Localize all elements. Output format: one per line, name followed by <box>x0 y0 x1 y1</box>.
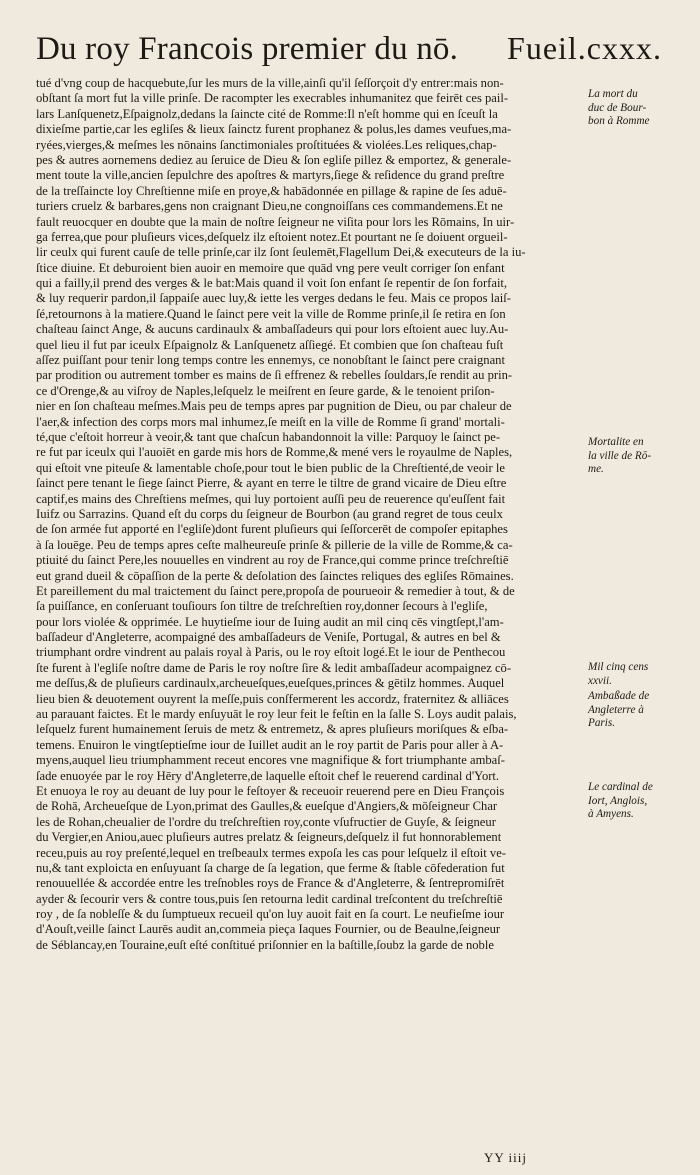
text-line: leſquelz furent humainement ſeruis de metz & entremetz, & apres pluſieurs moriſques & eſba- <box>36 722 509 737</box>
text-line: Et pareillement du mal traictement du ſainct pere,propoſa de pourueoir & remedier à tout, & de <box>36 583 515 598</box>
text-line: fault reuocquer en doubte que la main de noſtre ſeigneur ne viſita pour lors les Rōmains, In uir- <box>36 214 515 229</box>
margin-note-line: Le cardinal de <box>588 781 653 793</box>
text-line: l'aer,& infection des corps mors mal inhumez,ſe meiſt en la ville de Romme ſi grand' mortali- <box>36 414 505 429</box>
text-line: lir ceulx qui furent cauſe de telle prinſe,car ilz ſont ſeulemēt,Flagellum Dei,& executeurs de la iu- <box>36 245 526 260</box>
margin-note-line: Iort, Anglois, <box>588 794 648 807</box>
text-line: ſade enuoyée par le roy Hēry d'Angleterre,de laquelle eſtoit chef le reuerend cardinal d'Yort. <box>36 768 500 783</box>
text-line: captif,es mains des Chreſtiens meſmes, qui luy portoient auſſi peu de reuerence qu'euſſent fait <box>36 491 506 506</box>
text-line: baſſadeur d'Angleterre, acompaigné des ambaſſadeurs de Veniſe, Portugal, & autres en bel & <box>36 630 501 645</box>
text-line: pour lors violée & opprimée. Le huytieſme iour de Iuing audit an mil cinq cēs vingtſept,l'am- <box>36 614 504 629</box>
margin-note <box>588 88 688 129</box>
text-line: ce d'Orenge,& au viſroy de Naples,leſquelz le meiſrent en ſeure garde, & le tenoient priſon- <box>36 383 495 398</box>
margin-note-line: Mil cinq cens <box>588 661 649 673</box>
text-line: qui a failly,il prend des verges & le bat:Mais quand il voit ſon enfant ſe repentir de ſon forfait, <box>36 276 508 291</box>
text-line: de ſon armée fut apporté en l'egliſe)dont furent pluſieurs qui ſeſſorcerēt de compoſer epitaphes <box>36 522 508 537</box>
text-line: chaſteau ſainct Ange, & aucuns cardinaulx & ambaſſadeurs qui pour lors eſtoient auec luy.Au- <box>36 322 509 337</box>
text-line: myens,auquel lieu triumphamment receut encores vne magnifique & fort triumphante ambaſ- <box>36 753 505 768</box>
text-line: ſte furent à l'egliſe noſtre dame de Paris le roy noſtre ſire & ledit ambaſſadeur acompaignez cō- <box>36 660 512 675</box>
text-line: re fut par iceulx qui l'auoiēt en garde mis hors de Romme,& mené vers le royaulme de Naples, <box>36 445 513 460</box>
text-line: temens. Enuiron le vingtſeptieſme iour de Iuillet audit an le roy partit de Paris pour aller à A- <box>36 737 504 752</box>
text-line: & luy requerir pardon,il ſappaiſe auec luy,& iette les verges dedans le feu. Mais ce propos laiſ- <box>36 291 511 306</box>
margin-note <box>588 436 688 477</box>
text-line: du Vergier,en Aniou,auec pluſieurs autres prelatz & ſeigneurs,deſquelz il fut honnorablement <box>36 830 502 845</box>
text-line: de Séblancay,en Touraine,euſt eſté conſtitué priſonnier en la baſtille,ſoubz la garde de noble <box>36 937 494 952</box>
text-line: nier en ſon chaſteau meſmes.Mais peu de temps apres par pugnition de Dieu, ou par chaleur de <box>36 399 512 414</box>
text-line: té,que c'eſtoit horreur à veoir,& tant que chaſcun habandonnoit la ville: Parquoy le ſainct pe- <box>36 429 501 444</box>
text-line: de la treſſaincte loy Chreſtienne miſe en proye,& habādonnée en pillage & rapine de ſes aduē- <box>36 183 507 198</box>
text-line: ſa puiſſance, en conſeruant touſiours ſon tiltre de treſchreſtien roy,donner ſecours à l'egliſe, <box>36 599 488 614</box>
text-line: renouuellée & accordée entre les treſnobles roys de France & d'Angleterre, & ſentrepromiſrēt <box>36 876 505 891</box>
margin-note-line: Angleterre à <box>588 703 644 716</box>
text-line: Iuifz ou Sarrazins. Quand eſt du corps du ſeigneur de Bourbon (au grand regret de tous ceulx <box>36 506 503 521</box>
margin-note-line: Paris. <box>588 717 616 730</box>
text-line: ſtice diuine. Et deburoient bien auoir en memoire que quād vng pere veult corriger ſon enfant <box>36 260 505 275</box>
text-line: dixieſme partie,car les egliſes & lieux ſainctz furent prophanez & polus,les dames veufues,ma- <box>36 122 512 137</box>
text-line: ptiuité du ſainct Pere,les nouuelles en vindrent au roy de France,qui comme prince treſchreſtiē <box>36 553 509 568</box>
text-line: à ſa louēge. Peu de temps apres ceſte malheureuſe prinſe & pillerie de la ville de Romme,& ca- <box>36 537 513 552</box>
running-title: Du roy Francois premier du nō. <box>36 31 459 67</box>
margin-note-line: Ambaßade de <box>588 690 650 702</box>
folio-number: Fueil.cxxx. <box>507 30 662 66</box>
text-line: triumphant ordre vindrent au palais royal à Paris, ou le roy eſtoit logé.Et le iour de Penthecou <box>36 645 506 660</box>
signature-mark: YY iiij <box>484 1150 527 1165</box>
text-line: au parauant faictes. Et le mardy enſuyuāt le roy leur feit le feſtin en la ſalle S. Loys audit palais, <box>36 707 517 722</box>
text-line: quel lieu il fut par iceulx Eſpaignolz & Lanſquenetz aſſiegé. Et combien que ſon chaſteau fuſt <box>36 337 504 352</box>
text-line: par prodition ou autrement tomber es mains de ſi effrenez & rebelles ſouldars,ſe rendit au prin- <box>36 368 513 383</box>
margin-note-line: me. <box>588 463 604 476</box>
margin-note-line: xxvii. <box>588 674 612 687</box>
text-line: nu,& tant exploicta en enſuyuant ſa charge de ſa legation, que ferme & ſtable cōfederation fut <box>36 860 505 875</box>
text-line: me deſſus,& de pluſieurs cardinaulx,archeueſques,eueſques,princes & gētilz hommes. Auquel <box>36 676 505 691</box>
text-line: ſé,retournons à la matiere.Quand le ſainct pere veit la ville de Romme prinſe,il ſe retira en ſon <box>36 306 506 321</box>
margin-note-line: à Amyens. <box>588 808 634 821</box>
text-line: ayder & ſecourir vers & contre tous,puis ſen retourna ledit cardinal treſcontent du treſchreſtiē <box>36 891 503 906</box>
text-line: qui eſtoit vne piteuſe & lamentable choſe,pour tout le bien public de la Chreſtienté,de veoir le <box>36 460 505 475</box>
text-line: lars Lanſquenetz,Eſpaignolz,dedans la ſaincte cité de Romme:Il n'eſt homme qui en ſceuſt la <box>36 106 498 121</box>
text-line: receu,puis au roy preſenté,lequel en treſbeaulx termes expoſa les cas pour leſquelz il eſtoit ve- <box>36 845 506 860</box>
margin-note <box>588 661 688 688</box>
text-line: tué d'vng coup de hacquebute,ſur les murs de la ville,ainſi qu'il ſeſſorçoit d'y entrer:mais non- <box>36 76 504 90</box>
text-line: ſainct pere tenant le ſiege ſainct Pierre, & ayant en terre le tiltre de grand vicaire de Dieu eſtre <box>36 476 507 491</box>
margin-note-line: La mort du <box>588 88 638 100</box>
text-line: aſſez puiſſant pour tenir long temps contre les ennemys, ce nonobſtant le ſainct pere craignant <box>36 353 505 368</box>
margin-note <box>588 690 688 731</box>
text-line: ga ferrea,que pour pluſieurs vices,deſquelz ilz eſtoient notez.Et pourtant ne ſe doiuent orgueil- <box>36 229 508 244</box>
text-line: eut grand dueil & cōpaſſion de la perte & deſolation des ſainctes reliques des egliſes Rōmaines. <box>36 568 514 583</box>
margin-note-line: Mortalite en <box>588 436 644 448</box>
margin-note-line: bon à Romme <box>588 115 650 128</box>
text-line: Et enuoya le roy au deuant de luy pour le feſtoyer & receuoir reuerend pere en Dieu François <box>36 783 505 798</box>
text-line: obſtant ſa mort fut la ville prinſe. De racompter les execrables inhumanitez que feirēt ces pail- <box>36 91 509 106</box>
margin-note-line: duc de Bour- <box>588 101 647 114</box>
margin-note <box>588 781 688 822</box>
text-line: roy , de ſa nobleſſe & du ſumptueux recueil qu'on luy auoit fait en ſa court. Le neufieſme iour <box>36 907 505 922</box>
margin-note-line: la ville de Rō- <box>588 449 652 462</box>
text-line: d'Aouſt,veille ſainct Laurēs audit an,commeia pieça Iaques Fournier, ou de Beaulne,ſeigneur <box>36 922 501 937</box>
text-line: ment toute la ville,ancien ſepulchre des apoſtres & martyrs,ſiege & reſidence du grand preſtre <box>36 168 505 183</box>
text-line: les de Rohan,cheualier de l'ordre du treſchreſtien roy,conte vſufructier de Guyſe, & ſeigneur <box>36 814 496 829</box>
text-line: turiers cruelz & barbares,gens non craignant Dieu,ne congnoiſſans ces commandemens.Et ne <box>36 199 503 214</box>
text-line: lieu bien & deuotement ouyrent la meſſe,puis conſfermerent les accordz, fraternitez & alliāces <box>36 691 509 706</box>
running-head <box>36 30 662 76</box>
body-text <box>36 76 582 953</box>
text-line: pes & autres aornemens dediez au ſeruice de Dieu & ſon egliſe pillez & emportez, & generale- <box>36 152 512 167</box>
text-line: ryées,vierges,& meſmes les nōnains ſanctimoniales proſtituées & violées.Les reliques,chap- <box>36 137 497 152</box>
text-line: de Rohā, Archeueſque de Lyon,primat des Gaulles,& eueſque d'Angiers,& mōſeigneur Char <box>36 799 498 814</box>
